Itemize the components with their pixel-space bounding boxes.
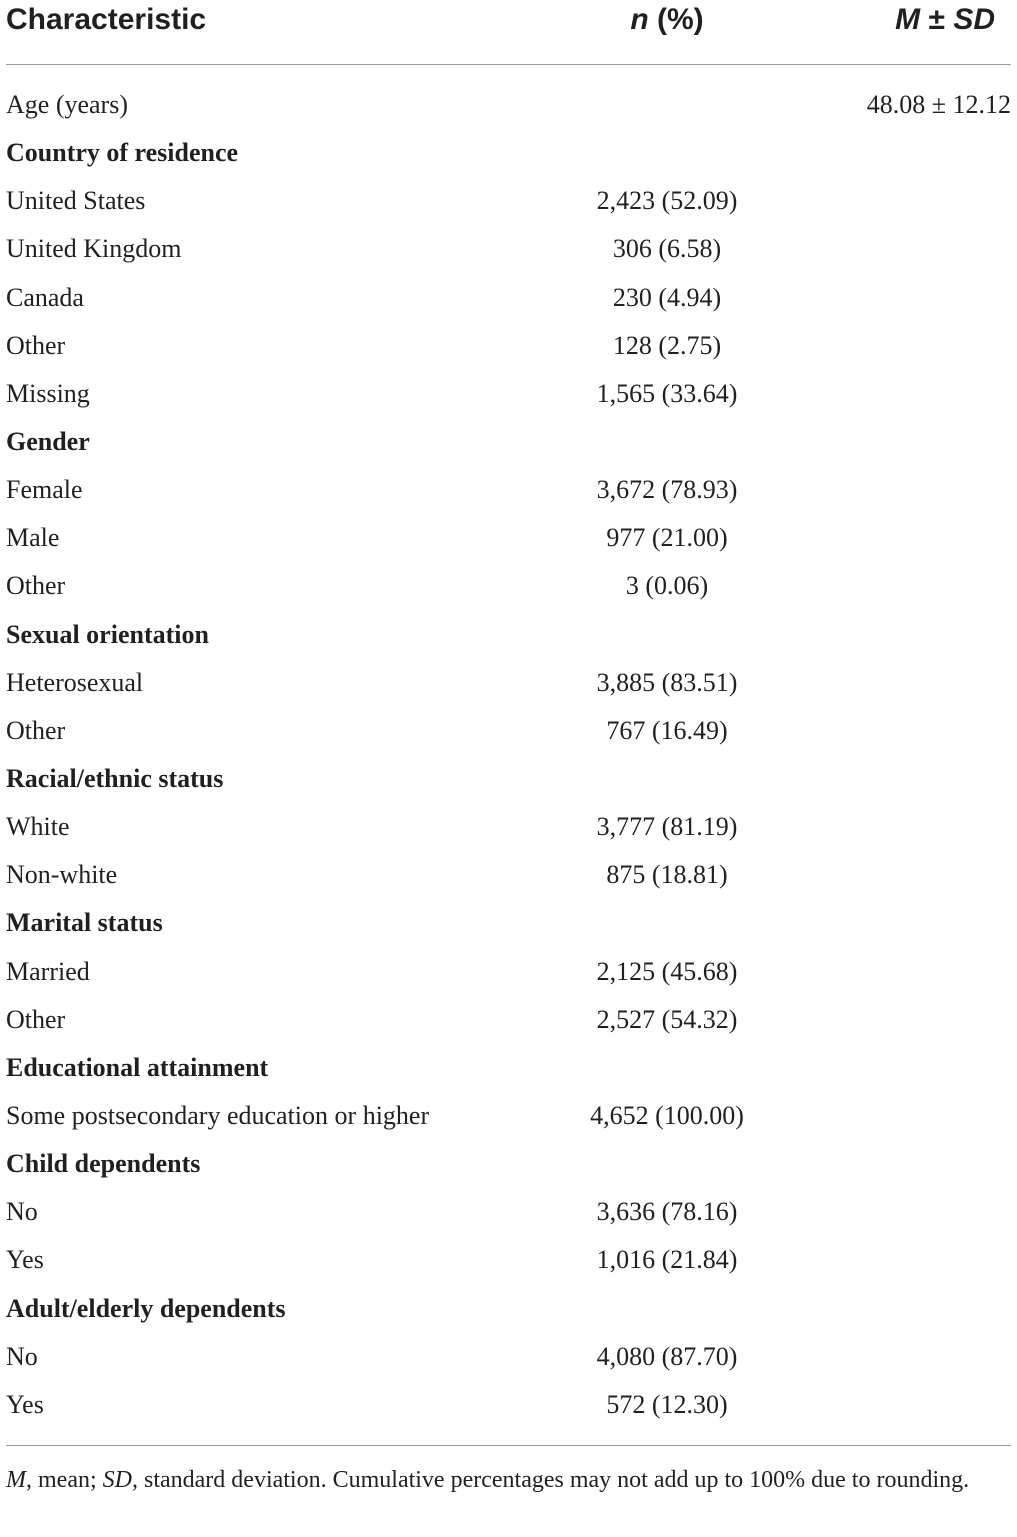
row-label: United States [6,186,146,216]
section-label: Country of residence [6,138,239,168]
n-percent-cell: 875 (18.81) [606,860,728,890]
row-label: Married [6,956,90,986]
table-row [0,228,1017,276]
row-label: No [6,1341,38,1371]
n-percent-cell: 2,527 (54.32) [596,1004,738,1034]
n-percent-cell: 1,565 (33.64) [596,378,738,408]
table-row [0,1336,1017,1384]
table-row [0,1191,1017,1239]
column-header-percent: (%) [648,3,704,36]
mean-sd-cell: 48.08 ± 12.12 [866,90,1011,119]
section-label: Adult/elderly dependents [6,1293,286,1323]
n-percent-cell: 2,423 (52.09) [596,186,738,216]
row-label: Other [6,571,66,601]
section-header-row [0,1047,1017,1095]
section-label: Marital status [6,908,163,938]
column-header-n-symbol: n [630,3,649,36]
section-label: Child dependents [6,1149,201,1179]
row-label: Female [6,475,83,505]
table-row [0,806,1017,854]
row-label: Heterosexual [6,667,144,697]
n-percent-cell: 230 (4.94) [612,282,722,312]
section-label: Sexual orientation [6,619,209,649]
table-row [0,1239,1017,1287]
n-percent-cell: 3,777 (81.19) [596,812,738,842]
table-footnote [6,1462,1011,1499]
table-row [0,325,1017,373]
table-row [0,999,1017,1047]
n-percent-cell: 572 (12.30) [606,1389,728,1419]
column-header-sd-symbol: SD [953,3,995,36]
row-label: Age (years) [6,90,128,119]
header-divider [6,64,1011,65]
table-row [0,662,1017,710]
row-label: United Kingdom [6,234,182,264]
row-label: No [6,1197,38,1227]
table-body [0,84,1017,1432]
row-label: Missing [6,378,90,408]
row-label: White [6,812,70,842]
table-row [0,180,1017,228]
row-label: Other [6,1004,66,1034]
n-percent-cell: 1,016 (21.84) [596,1245,738,1275]
table-row [0,854,1017,902]
section-header-row [0,132,1017,180]
section-label: Educational attainment [6,1052,269,1082]
n-percent-cell: 306 (6.58) [612,234,722,264]
table-row [0,84,1017,132]
row-label: Non-white [6,860,118,890]
table-row [0,469,1017,517]
section-header-row [0,421,1017,469]
row-label: Male [6,523,60,553]
column-header-n-percent [630,3,703,37]
section-header-row [0,902,1017,950]
column-header-mean-sd [895,3,995,37]
footnote-m-definition: , mean; [26,1467,103,1493]
table-row [0,565,1017,613]
row-label: Some postsecondary education or higher [6,1100,430,1130]
column-header-characteristic: Characteristic [6,3,207,36]
row-label: Canada [6,282,84,312]
table-row [0,1095,1017,1143]
table-row [0,517,1017,565]
section-label: Racial/ethnic status [6,763,224,793]
n-percent-cell: 3 (0.06) [625,571,709,601]
n-percent-cell: 4,080 (87.70) [596,1341,738,1371]
n-percent-cell: 3,885 (83.51) [596,667,738,697]
section-label: Gender [6,426,90,456]
table-row [0,277,1017,325]
column-header-m-symbol: M [895,3,921,36]
row-label: Yes [6,1389,44,1419]
n-percent-cell: 3,636 (78.16) [596,1197,738,1227]
n-percent-cell: 977 (21.00) [606,523,728,553]
row-label: Other [6,715,66,745]
n-percent-cell: 128 (2.75) [612,330,722,360]
footnote-m-symbol: M [6,1467,26,1493]
row-label: Yes [6,1245,44,1275]
footer-divider [6,1445,1011,1446]
table-row [0,951,1017,999]
column-header-plus-minus: ± [920,3,954,36]
n-percent-cell: 3,672 (78.93) [596,475,738,505]
table-row [0,1384,1017,1432]
section-header-row [0,614,1017,662]
table-row [0,710,1017,758]
n-percent-cell: 4,652 (100.00) [590,1100,744,1130]
section-header-row [0,1143,1017,1191]
n-percent-cell: 767 (16.49) [606,715,728,745]
row-label: Other [6,330,66,360]
footnote-sd-symbol: SD [102,1467,132,1493]
section-header-row [0,1288,1017,1336]
footnote-sd-definition: , standard deviation. Cumulative percentages may not add up to 100% due to rounding. [131,1467,970,1493]
table-header [0,0,1017,64]
n-percent-cell: 2,125 (45.68) [596,956,738,986]
section-header-row [0,758,1017,806]
table-row [0,373,1017,421]
